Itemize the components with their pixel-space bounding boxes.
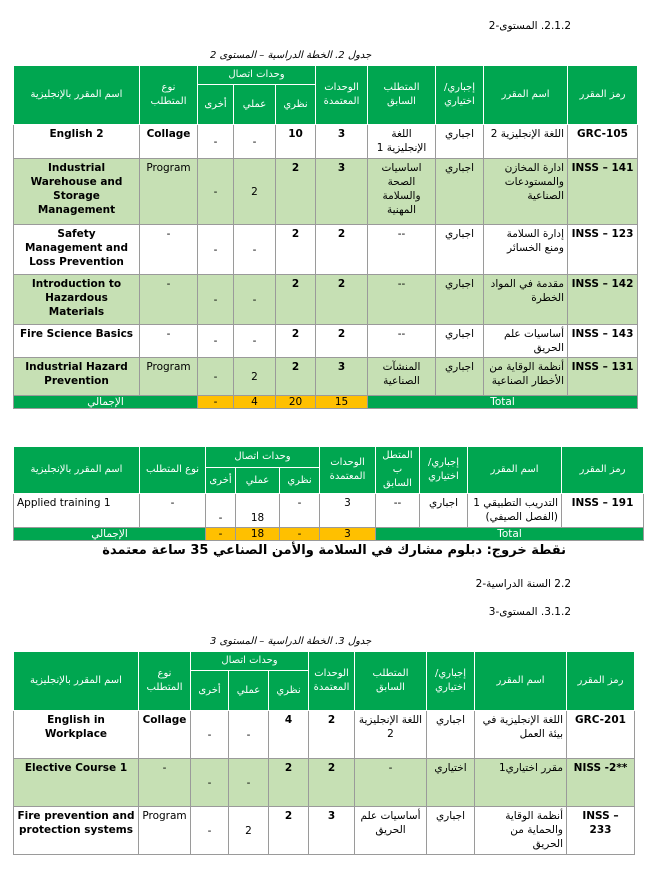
header-prereq: المتطل ب السابق bbox=[376, 447, 420, 494]
course-prereq: اللغة الإنجليزية 1 bbox=[368, 125, 436, 159]
section-heading-3-1-2: 3.1.2. المستوى-3 bbox=[488, 606, 571, 618]
header-credits: الوحدات المعتمدة bbox=[320, 447, 376, 494]
course-practical: - bbox=[234, 125, 276, 159]
course-other: - bbox=[198, 358, 234, 396]
course-name-en: Elective Course 1 bbox=[14, 759, 139, 807]
course-prereq: اساسيات الصحة والسلامة المهنية bbox=[368, 159, 436, 225]
course-practical: - bbox=[234, 275, 276, 325]
course-code: INSS – 142 bbox=[568, 275, 638, 325]
course-mandatory: اجباري bbox=[436, 125, 484, 159]
course-theory: 2 bbox=[269, 807, 309, 855]
course-mandatory: اجباري bbox=[436, 225, 484, 275]
study-plan-level-3-table bbox=[13, 651, 635, 855]
course-mandatory: اجباري bbox=[427, 711, 475, 759]
header-req-type: نوع المتطلب bbox=[140, 66, 198, 125]
course-name-ar: إدارة السلامة ومنع الخسائر bbox=[484, 225, 568, 275]
course-theory: - bbox=[280, 494, 320, 528]
total-label-en: Total bbox=[368, 396, 638, 409]
course-name-en: Introduction to Hazardous Materials bbox=[14, 275, 140, 325]
course-mandatory: اجباري bbox=[436, 275, 484, 325]
header-name-en: اسم المقرر بالإنجليزية bbox=[14, 66, 140, 125]
table-row bbox=[14, 759, 635, 807]
header-name-ar: اسم المقرر bbox=[468, 447, 562, 494]
header-contact: وحدات اتصال bbox=[206, 447, 320, 468]
course-practical: - bbox=[229, 711, 269, 759]
course-practical: 2 bbox=[234, 159, 276, 225]
course-name-en: Fire prevention and protection systems bbox=[14, 807, 139, 855]
course-mandatory: اختياري bbox=[427, 759, 475, 807]
course-mandatory: اجباري bbox=[436, 358, 484, 396]
table-2-caption: جدول 2. الخطة الدراسية – المستوى 2 bbox=[210, 50, 372, 61]
applied-training-table bbox=[13, 446, 644, 541]
course-theory: 4 bbox=[269, 711, 309, 759]
header-code: رمز المقرر bbox=[562, 447, 644, 494]
course-req-type: - bbox=[139, 759, 191, 807]
header-code: رمز المقرر bbox=[568, 66, 638, 125]
header-other: أخرى bbox=[191, 671, 229, 711]
course-mandatory: اجباري bbox=[420, 494, 468, 528]
course-credits: 3 bbox=[309, 807, 355, 855]
course-req-type: Program bbox=[139, 807, 191, 855]
course-prereq: -- bbox=[368, 225, 436, 275]
total-practical: 18 bbox=[236, 528, 280, 541]
course-prereq: -- bbox=[368, 325, 436, 358]
course-prereq: أساسيات علم الحريق bbox=[355, 807, 427, 855]
course-prereq: -- bbox=[368, 275, 436, 325]
course-mandatory: اجباري bbox=[436, 325, 484, 358]
header-prereq: المتطلب السابق bbox=[368, 66, 436, 125]
course-prereq: - bbox=[355, 759, 427, 807]
course-prereq: -- bbox=[376, 494, 420, 528]
header-mandatory: إجباري/ اختياري bbox=[427, 652, 475, 711]
course-theory: 2 bbox=[276, 275, 316, 325]
header-theory: نظري bbox=[269, 671, 309, 711]
course-mandatory: اجباري bbox=[427, 807, 475, 855]
header-mandatory: إجباري/ اختياري bbox=[436, 66, 484, 125]
course-name-ar: أنظمة الوقاية من الأخطار الصناعية bbox=[484, 358, 568, 396]
header-name-en: اسم المقرر بالإنجليزية bbox=[14, 652, 139, 711]
total-label-ar: الإجمالي bbox=[14, 528, 206, 541]
course-code: GRC-201 bbox=[567, 711, 635, 759]
course-practical: 2 bbox=[229, 807, 269, 855]
course-other: - bbox=[198, 325, 234, 358]
table-row bbox=[14, 125, 638, 159]
course-theory: 10 bbox=[276, 125, 316, 159]
course-name-en: Industrial Warehouse and Storage Management bbox=[14, 159, 140, 225]
course-req-type: - bbox=[140, 325, 198, 358]
total-credits: 15 bbox=[316, 396, 368, 409]
course-name-ar: اللغة الإنجليزية 2 bbox=[484, 125, 568, 159]
course-credits: 2 bbox=[309, 759, 355, 807]
section-heading-2-2: 2.2 السنة الدراسية-2 bbox=[475, 578, 571, 590]
course-name-ar: مقرر اختياري1 bbox=[475, 759, 567, 807]
course-req-type: Program bbox=[140, 159, 198, 225]
course-theory: 2 bbox=[276, 325, 316, 358]
table-row bbox=[14, 225, 638, 275]
course-prereq: المنشآت الصناعية bbox=[368, 358, 436, 396]
course-name-en: Industrial Hazard Prevention bbox=[14, 358, 140, 396]
course-name-en: Safety Management and Loss Prevention bbox=[14, 225, 140, 275]
total-credits: 3 bbox=[320, 528, 376, 541]
table-row bbox=[14, 159, 638, 225]
course-other: - bbox=[191, 759, 229, 807]
course-other: - bbox=[191, 711, 229, 759]
header-theory: نظري bbox=[280, 468, 320, 494]
course-name-ar: أنظمة الوقاية والحماية من الحريق bbox=[475, 807, 567, 855]
exit-point-note: نقطة خروج: دبلوم مشارك في السلامة والأمن الصناعي 35 ساعة معتمدة bbox=[102, 543, 566, 558]
header-theory: نظري bbox=[276, 85, 316, 125]
header-mandatory: إجباري/ اختياري bbox=[420, 447, 468, 494]
header-credits: الوحدات المعتمدة bbox=[309, 652, 355, 711]
header-contact: وحدات اتصال bbox=[198, 66, 316, 85]
course-credits: 3 bbox=[316, 159, 368, 225]
course-credits: 3 bbox=[316, 358, 368, 396]
course-practical: - bbox=[229, 759, 269, 807]
total-practical: 4 bbox=[234, 396, 276, 409]
header-other: أخرى bbox=[198, 85, 234, 125]
section-heading-2-1-2: 2.1.2. المستوى-2 bbox=[488, 20, 571, 32]
course-name-ar: مقدمة في المواد الخطرة bbox=[484, 275, 568, 325]
total-theory: - bbox=[280, 528, 320, 541]
study-plan-level-2-table bbox=[13, 65, 638, 409]
course-theory: 2 bbox=[269, 759, 309, 807]
course-code: INSS – 123 bbox=[568, 225, 638, 275]
course-name-ar: اللغة الإنجليزية في بيئة العمل bbox=[475, 711, 567, 759]
course-other: - bbox=[198, 125, 234, 159]
course-practical: 2 bbox=[234, 358, 276, 396]
course-credits: 2 bbox=[309, 711, 355, 759]
course-other: - bbox=[198, 275, 234, 325]
header-name-en: اسم المقرر بالإنجليزية bbox=[14, 447, 140, 494]
total-other: - bbox=[206, 528, 236, 541]
course-credits: 3 bbox=[316, 125, 368, 159]
header-practical: عملي bbox=[229, 671, 269, 711]
total-other: - bbox=[198, 396, 234, 409]
total-label-ar: الإجمالي bbox=[14, 396, 198, 409]
course-other: - bbox=[206, 494, 236, 528]
total-theory: 20 bbox=[276, 396, 316, 409]
header-name-ar: اسم المقرر bbox=[484, 66, 568, 125]
course-req-type: Program bbox=[140, 358, 198, 396]
course-prereq: اللغة الإنجليزية 2 bbox=[355, 711, 427, 759]
course-code: INSS – 143 bbox=[568, 325, 638, 358]
header-req-type: نوع المتطلب bbox=[140, 447, 206, 494]
header-other: أخرى bbox=[206, 468, 236, 494]
course-theory: 2 bbox=[276, 225, 316, 275]
course-code: INSS – 191 bbox=[562, 494, 644, 528]
course-credits: 2 bbox=[316, 225, 368, 275]
course-other: - bbox=[198, 159, 234, 225]
table-row bbox=[14, 711, 635, 759]
course-name-en: English in Workplace bbox=[14, 711, 139, 759]
table-row bbox=[14, 275, 638, 325]
total-label-en: Total bbox=[376, 528, 644, 541]
course-code: INSS – 233 bbox=[567, 807, 635, 855]
header-practical: عملي bbox=[236, 468, 280, 494]
course-code: GRC-105 bbox=[568, 125, 638, 159]
course-name-ar: التدريب التطبيقي 1 (الفصل الصيفي) bbox=[468, 494, 562, 528]
course-theory: 2 bbox=[276, 358, 316, 396]
course-credits: 2 bbox=[316, 275, 368, 325]
table-row bbox=[14, 494, 644, 528]
course-req-type: - bbox=[140, 225, 198, 275]
course-req-type: Collage bbox=[140, 125, 198, 159]
course-other: - bbox=[191, 807, 229, 855]
course-name-en: Fire Science Basics bbox=[14, 325, 140, 358]
course-practical: 18 bbox=[236, 494, 280, 528]
course-code: NISS -2** bbox=[567, 759, 635, 807]
course-mandatory: اجباري bbox=[436, 159, 484, 225]
table-row bbox=[14, 358, 638, 396]
header-name-ar: اسم المقرر bbox=[475, 652, 567, 711]
header-req-type: نوع المتطلب bbox=[139, 652, 191, 711]
header-credits: الوحدات المعتمدة bbox=[316, 66, 368, 125]
course-code: INSS – 131 bbox=[568, 358, 638, 396]
table-row bbox=[14, 807, 635, 855]
header-practical: عملي bbox=[234, 85, 276, 125]
course-credits: 3 bbox=[320, 494, 376, 528]
course-req-type: - bbox=[140, 494, 206, 528]
course-name-en: English 2 bbox=[14, 125, 140, 159]
course-name-ar: ادارة المخازن والمستودعات الصناعية bbox=[484, 159, 568, 225]
course-name-en: Applied training 1 bbox=[14, 494, 140, 528]
course-req-type: Collage bbox=[139, 711, 191, 759]
header-contact: وحدات اتصال bbox=[191, 652, 309, 671]
course-practical: - bbox=[234, 225, 276, 275]
course-code: INSS – 141 bbox=[568, 159, 638, 225]
header-code: رمز المقرر bbox=[567, 652, 635, 711]
course-other: - bbox=[198, 225, 234, 275]
table-3-caption: جدول 3. الخطة الدراسية – المستوى 3 bbox=[210, 636, 372, 647]
course-name-ar: أساسيات علم الحريق bbox=[484, 325, 568, 358]
course-credits: 2 bbox=[316, 325, 368, 358]
table-row bbox=[14, 325, 638, 358]
course-practical: - bbox=[234, 325, 276, 358]
course-req-type: - bbox=[140, 275, 198, 325]
course-theory: 2 bbox=[276, 159, 316, 225]
header-prereq: المتطلب السابق bbox=[355, 652, 427, 711]
